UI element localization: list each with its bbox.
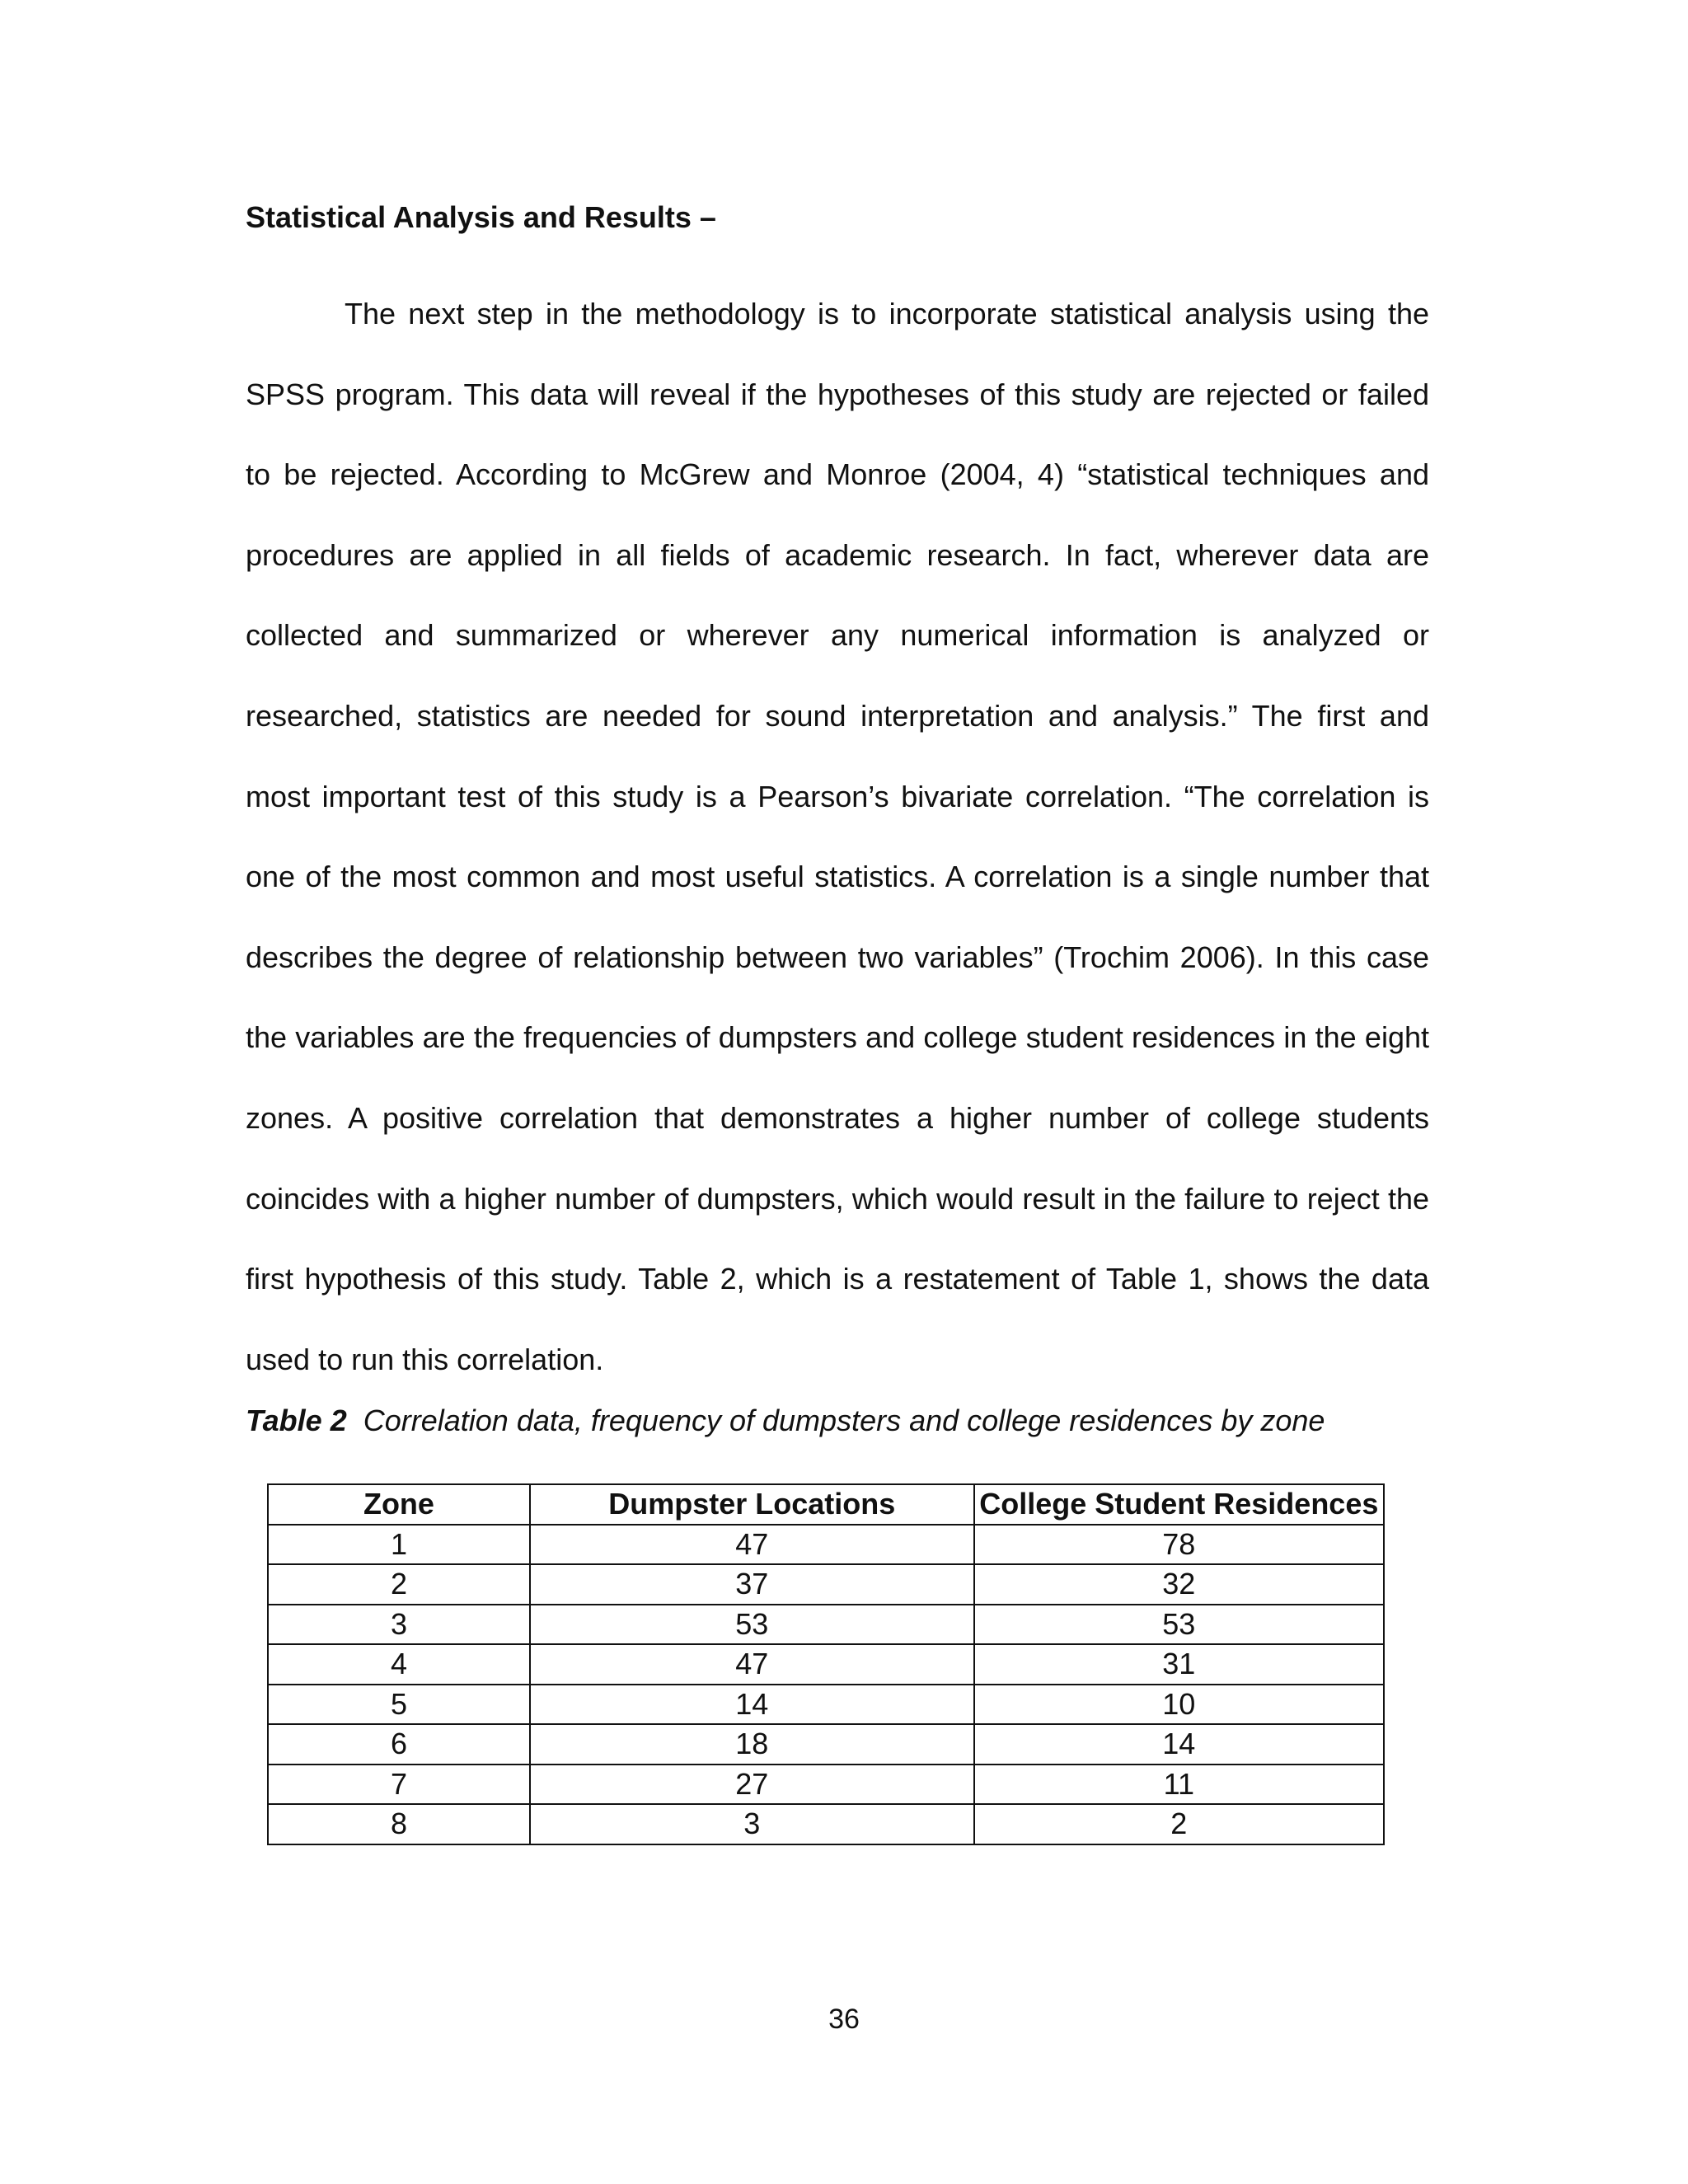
cell-dumpster-locations: 47: [530, 1644, 974, 1685]
cell-zone: 5: [268, 1685, 530, 1725]
cell-zone: 7: [268, 1765, 530, 1805]
correlation-data-table: [267, 1483, 1385, 1845]
section-heading: Statistical Analysis and Results –: [246, 200, 716, 234]
table-caption: [246, 1401, 1325, 1441]
table-row: [268, 1765, 1384, 1805]
cell-dumpster-locations: 53: [530, 1605, 974, 1645]
cell-dumpster-locations: 27: [530, 1765, 974, 1805]
cell-college-student-residences: 32: [974, 1564, 1384, 1605]
cell-zone: 6: [268, 1724, 530, 1765]
cell-college-student-residences: 2: [974, 1804, 1384, 1844]
table-row: [268, 1804, 1384, 1844]
cell-dumpster-locations: 37: [530, 1564, 974, 1605]
header-college-student-residences: College Student Residences: [974, 1484, 1384, 1525]
table-caption-text: Correlation data, frequency of dumpsters and college residences by zone: [363, 1404, 1325, 1437]
cell-zone: 8: [268, 1804, 530, 1844]
page-number: 36: [828, 2004, 860, 2035]
cell-college-student-residences: 10: [974, 1685, 1384, 1725]
cell-college-student-residences: 31: [974, 1644, 1384, 1685]
cell-college-student-residences: 11: [974, 1765, 1384, 1805]
table-row: [268, 1564, 1384, 1605]
table-row: [268, 1525, 1384, 1565]
table-row: [268, 1644, 1384, 1685]
cell-zone: 2: [268, 1564, 530, 1605]
cell-zone: 1: [268, 1525, 530, 1565]
cell-dumpster-locations: 14: [530, 1685, 974, 1725]
cell-dumpster-locations: 18: [530, 1724, 974, 1765]
cell-zone: 4: [268, 1644, 530, 1685]
header-dumpster-locations: Dumpster Locations: [530, 1484, 974, 1525]
table-row: [268, 1605, 1384, 1645]
body-paragraph: The next step in the methodology is to incorporate statistical analysis using the SPSS program. This data will reveal if the hypotheses of this study are rejected or failed to be rejected. According to McGrew and Monroe (2004, 4) “statistical techniques and procedures are applied in all fields of academic research. In fact, wherever data are collected and summarized or wherever any numerical information is analyzed or researched, statistics are needed for sound interpretation and analysis.” The first and most important test of this study is a Pearson’s bivariate correlation. “The correlation is one of the most common and most useful statistics. A correlation is a single number that describes the degree of relationship between two variables” (Trochim 2006). In this case the variables are the frequencies of dumpsters and college student residences in the eight zones. A positive correlation that demonstrates a higher number of college students coincides with a higher number of dumpsters, which would result in the failure to reject the first hypothesis of this study. Table 2, which is a restatement of Table 1, shows the data used to run this correlation.: [246, 297, 1429, 1376]
cell-dumpster-locations: 47: [530, 1525, 974, 1565]
table-header-row: [268, 1484, 1384, 1525]
table-row: [268, 1724, 1384, 1765]
cell-college-student-residences: 14: [974, 1724, 1384, 1765]
cell-college-student-residences: 53: [974, 1605, 1384, 1645]
header-zone: Zone: [268, 1484, 530, 1525]
cell-zone: 3: [268, 1605, 530, 1645]
table-row: [268, 1685, 1384, 1725]
cell-dumpster-locations: 3: [530, 1804, 974, 1844]
cell-college-student-residences: 78: [974, 1525, 1384, 1565]
table-caption-label: Table 2: [246, 1404, 347, 1437]
